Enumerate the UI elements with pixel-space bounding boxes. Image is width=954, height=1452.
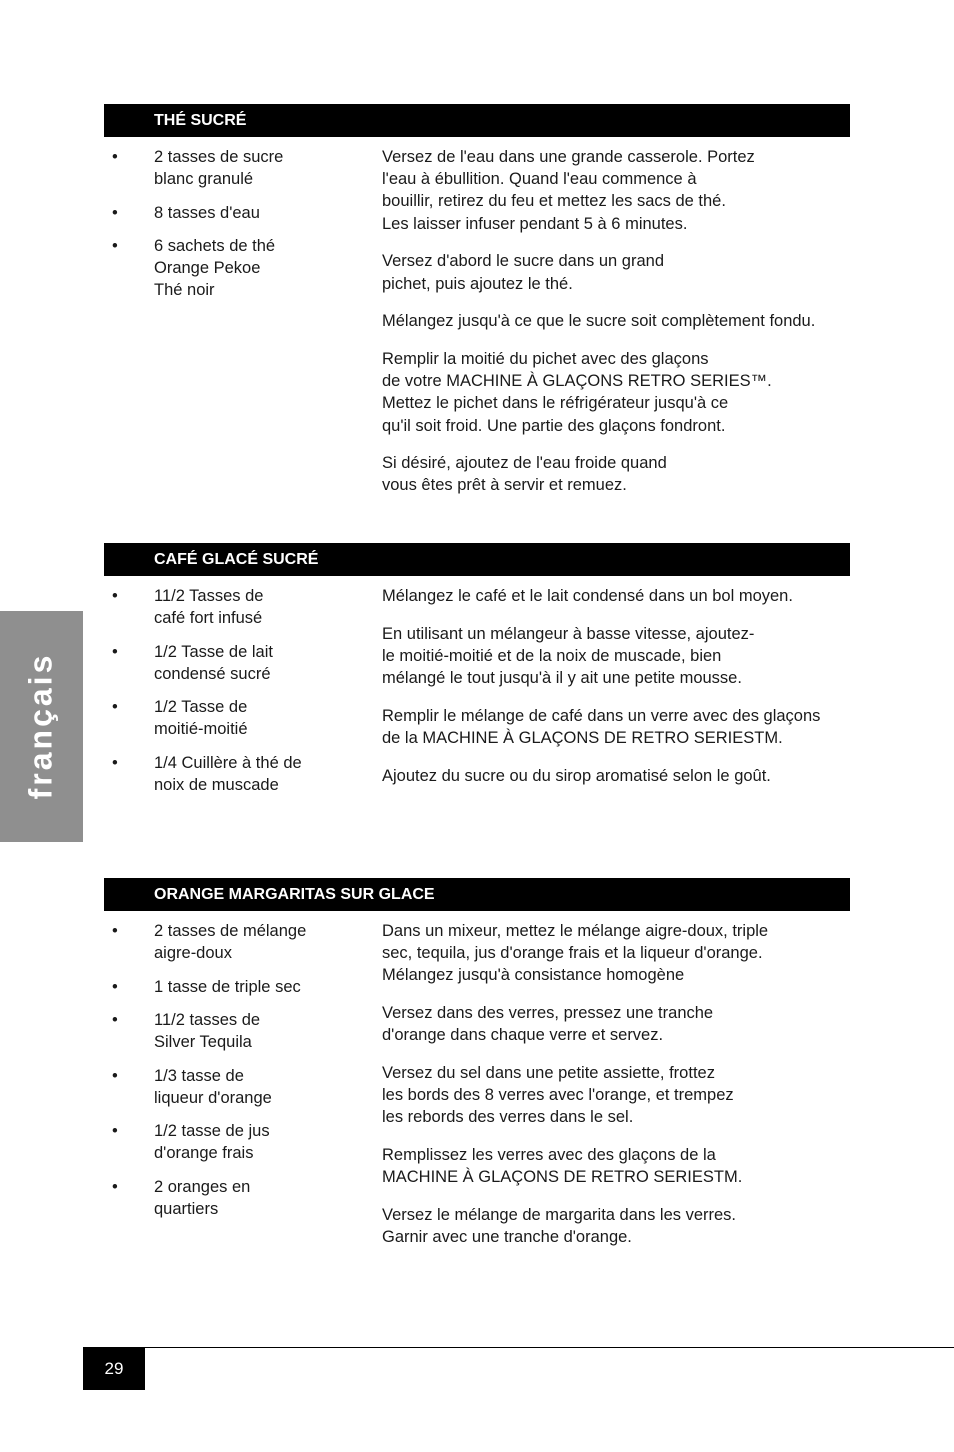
instruction-list bbox=[382, 146, 852, 512]
bullet-icon: • bbox=[112, 1122, 118, 1140]
ingredient-text: 1/4 Cuillère à thé de noix de muscade bbox=[154, 753, 302, 794]
instruction-paragraph: Remplir la moitié du pichet avec des glaçons de votre MACHINE À GLAÇONS RETRO SERIES™. Mettez le pichet dans le réfrigérateur jusqu'à ce qu'il soit froid. Une partie des glaçons fondront. bbox=[382, 349, 772, 435]
ingredient-text: 1/3 tasse de liqueur d'orange bbox=[154, 1066, 272, 1107]
recipe-orange-margaritas bbox=[104, 878, 850, 1247]
ingredient-text: 8 tasses d'eau bbox=[154, 203, 260, 222]
instruction-paragraph: En utilisant un mélangeur à basse vitesse, ajoutez- le moitié-moitié et de la noix de muscade, bien mélangé le tout jusqu'à il y ait une petite mousse. bbox=[382, 624, 755, 688]
bullet-icon: • bbox=[112, 148, 118, 166]
bullet-icon: • bbox=[112, 977, 118, 996]
ingredient-item bbox=[104, 1009, 374, 1053]
instruction-paragraph: Versez de l'eau dans une grande casserole. Portez l'eau à ébullition. Quand l'eau commence à bouillir, retirez du feu et mettez les sacs de thé. Les laisser infuser pendant 5 à 6 minutes. bbox=[382, 148, 755, 233]
language-side-tab bbox=[0, 611, 83, 842]
ingredient-text: 11/2 Tasses de café fort infusé bbox=[154, 587, 264, 627]
ingredient-list bbox=[104, 146, 374, 313]
language-side-tab-label: français bbox=[22, 652, 59, 800]
instruction-paragraph: Dans un mixeur, mettez le mélange aigre-doux, triple sec, tequila, jus d'orange frais et la liqueur d'orange. Mélangez jusqu'à consistance homogène bbox=[382, 922, 769, 985]
ingredient-list bbox=[104, 585, 374, 807]
ingredient-item bbox=[104, 585, 374, 629]
bullet-icon: • bbox=[112, 698, 118, 716]
bullet-icon: • bbox=[112, 1066, 118, 1085]
ingredient-text: 2 tasses de sucre blanc granulé bbox=[154, 148, 284, 188]
instruction-paragraph: Remplissez les verres avec des glaçons de la MACHINE À GLAÇONS DE RETRO SERIESTM. bbox=[382, 1146, 743, 1187]
instruction-paragraph: Mélangez jusqu'à ce que le sucre soit complètement fondu. bbox=[382, 312, 816, 331]
instruction-paragraph: Ajoutez du sucre ou du sirop aromatisé selon le goût. bbox=[382, 766, 771, 785]
bullet-icon: • bbox=[112, 587, 118, 605]
recipe-title: ORANGE MARGARITAS SUR GLACE bbox=[154, 886, 435, 903]
bullet-icon: • bbox=[112, 1011, 118, 1029]
bullet-icon: • bbox=[112, 237, 118, 255]
bullet-icon: • bbox=[112, 1177, 118, 1196]
ingredient-item bbox=[104, 1120, 374, 1164]
recipe-title-bar bbox=[104, 878, 850, 911]
ingredient-text: 11/2 tasses de Silver Tequila bbox=[154, 1011, 261, 1051]
ingredient-text: 1/2 Tasse de moitié-moitié bbox=[154, 698, 248, 738]
ingredient-text: 1/2 Tasse de lait condensé sucré bbox=[154, 642, 273, 683]
ingredient-item bbox=[104, 696, 374, 740]
recipe-title: THÉ SUCRÉ bbox=[154, 112, 247, 129]
ingredient-list bbox=[104, 920, 374, 1231]
ingredient-item bbox=[104, 146, 374, 190]
recipe-the-sucre bbox=[104, 104, 850, 495]
instruction-paragraph: Versez dans des verres, pressez une tranche d'orange dans chaque verre et servez. bbox=[382, 1004, 714, 1045]
ingredient-item bbox=[104, 1176, 374, 1220]
recipe-title: CAFÉ GLACÉ SUCRÉ bbox=[154, 551, 319, 568]
recipe-title-bar bbox=[104, 543, 850, 576]
ingredient-text: 2 oranges en quartiers bbox=[154, 1177, 251, 1218]
instruction-paragraph: Versez le mélange de margarita dans les verres. Garnir avec une tranche d'orange. bbox=[382, 1206, 737, 1247]
bullet-icon: • bbox=[112, 753, 118, 772]
bullet-icon: • bbox=[112, 922, 118, 940]
ingredient-text: 2 tasses de mélange aigre-doux bbox=[154, 922, 307, 962]
ingredient-item bbox=[104, 752, 374, 796]
ingredient-text: 1 tasse de triple sec bbox=[154, 977, 301, 996]
footer-rule bbox=[83, 1347, 954, 1348]
ingredient-item bbox=[104, 920, 374, 964]
recipe-cafe-glace-sucre bbox=[104, 543, 850, 794]
ingredient-text: 1/2 tasse de jus d'orange frais bbox=[154, 1122, 270, 1162]
ingredient-item bbox=[104, 1065, 374, 1109]
bullet-icon: • bbox=[112, 203, 118, 222]
instruction-paragraph: Remplir le mélange de café dans un verre avec des glaçons de la MACHINE À GLAÇONS DE RETRO SERIESTM. bbox=[382, 706, 821, 748]
instruction-paragraph: Versez d'abord le sucre dans un grand pichet, puis ajoutez le thé. bbox=[382, 252, 664, 293]
ingredient-item bbox=[104, 202, 374, 224]
ingredient-item bbox=[104, 641, 374, 685]
ingredient-text: 6 sachets de thé Orange Pekoe Thé noir bbox=[154, 237, 276, 299]
instruction-list bbox=[382, 585, 852, 802]
page-number: 29 bbox=[83, 1348, 145, 1390]
recipe-title-bar bbox=[104, 104, 850, 137]
bullet-icon: • bbox=[112, 642, 118, 661]
ingredient-item bbox=[104, 235, 374, 301]
ingredient-item bbox=[104, 976, 374, 998]
instruction-paragraph: Si désiré, ajoutez de l'eau froide quand vous êtes prêt à servir et remuez. bbox=[382, 454, 667, 495]
instruction-paragraph: Versez du sel dans une petite assiette, frottez les bords des 8 verres avec l'orange, et trempez les rebords des verres dans le sel. bbox=[382, 1064, 734, 1127]
instruction-paragraph: Mélangez le café et le lait condensé dans un bol moyen. bbox=[382, 587, 793, 605]
instruction-list bbox=[382, 920, 852, 1264]
